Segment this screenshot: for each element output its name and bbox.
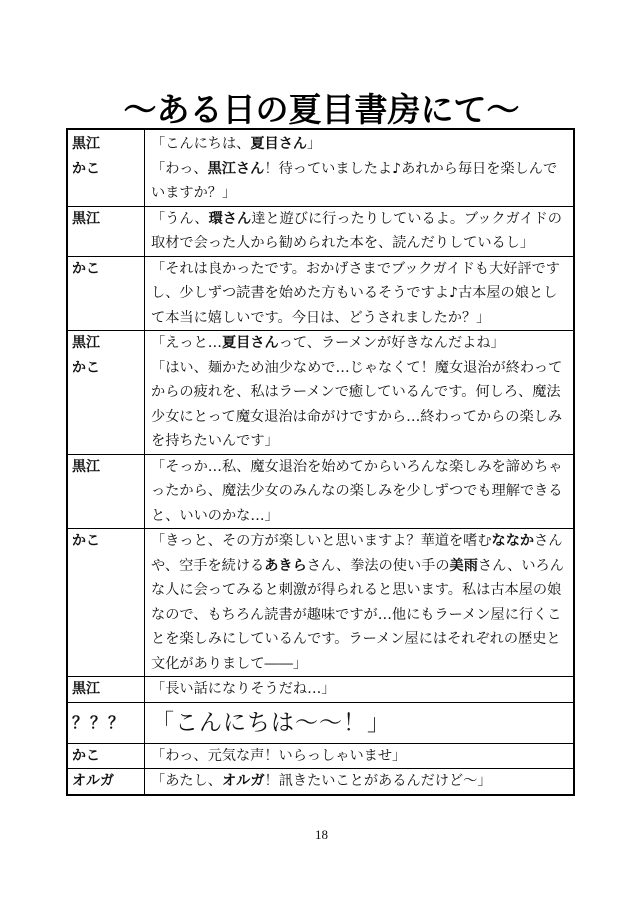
dialogue-text: 「あたし、 [151, 773, 222, 789]
dialogue-text: 「えっと… [151, 335, 222, 351]
dialogue-line [145, 743, 575, 769]
dialogue-table [66, 128, 575, 796]
dialogue-line [145, 702, 575, 743]
dialogue-text: 「わっ、 [151, 160, 208, 177]
speaker-name: かこ [67, 743, 145, 769]
dialogue-row [67, 677, 574, 703]
speaker-name: 黒江 [67, 454, 145, 529]
dialogue-text: 「こんにちは、 [151, 136, 251, 152]
dialogue-row [67, 256, 574, 331]
dialogue-line [145, 677, 575, 703]
dialogue-row [67, 129, 574, 157]
dialogue-row [67, 529, 574, 677]
dialogue-line [145, 206, 575, 256]
dialogue-row [67, 157, 574, 207]
page-number: 18 [315, 827, 328, 842]
speaker-name: 黒江 [67, 206, 145, 256]
speaker-name: 黒江 [67, 331, 145, 356]
dialogue-text: さん、いろんな人に会ってみると刺激が得られると思います。私は古本屋の娘なので、もちろん読書が趣味ですが…他にもラーメン屋に行くことを楽しみにしているんです。ラーメン屋にはそれぞれの歴史と文化がありまして――」 [151, 557, 564, 672]
character-name-highlight: 夏目さん [250, 136, 308, 152]
dialogue-line [145, 331, 575, 356]
dialogue-text: 「こんにちは〜〜！」 [151, 709, 391, 736]
character-name-highlight: あきら [264, 557, 307, 574]
dialogue-text: さんや、空手を続ける [151, 533, 563, 574]
dialogue-text: って、ラーメンが好きなんだよね」 [278, 335, 505, 351]
dialogue-line [145, 129, 575, 157]
dialogue-text: 「わっ、元気な声！いらっしゃいませ」 [151, 747, 407, 764]
speaker-name: 黒江 [67, 129, 145, 157]
dialogue-line [145, 256, 575, 331]
speaker-name: 黒江 [67, 677, 145, 703]
dialogue-row [67, 702, 574, 743]
dialogue-line [145, 769, 575, 795]
character-name-highlight: 環さん [208, 210, 252, 227]
dialogue-text: 「それは良かったです。おかげさまでブックガイドも大好評ですし、少しずつ読書を始めた方もいるそうですよ♪古本屋の娘として本当に嬉しいです。今日は、どうされましたか？」 [151, 260, 560, 326]
speaker-name: かこ [67, 356, 145, 455]
dialogue-text: ！待っていましたよ♪あれから毎日を楽しんでいますか？」 [151, 160, 558, 201]
speaker-name: ？？？ [67, 702, 145, 743]
character-name-highlight: 夏目さん [221, 335, 279, 351]
speaker-name: オルガ [67, 769, 145, 795]
dialogue-text: 達と遊びに行ったりしているよ。ブックガイドの取材で会った人から勧められた本を、読んだりしているし」 [151, 210, 562, 251]
dialogue-line [145, 356, 575, 455]
dialogue-row [67, 454, 574, 529]
dialogue-text: 「長い話になりそうだね…」 [151, 681, 336, 697]
dialogue-text: 「うん、 [151, 210, 209, 227]
speaker-name: かこ [67, 256, 145, 331]
dialogue-line [145, 157, 575, 207]
dialogue-text: さん、拳法の使い手の [306, 557, 450, 574]
character-name-highlight: 美雨 [449, 557, 478, 574]
dialogue-text: ！訊きたいことがあるんだけど〜」 [264, 773, 492, 789]
character-name-highlight: ななか [491, 533, 535, 549]
dialogue-row [67, 206, 574, 256]
dialogue-line [145, 529, 575, 677]
dialogue-line [145, 454, 575, 529]
page-title: 〜ある日の夏目書房にて〜 [123, 90, 520, 129]
speaker-name: かこ [67, 529, 145, 677]
dialogue-row [67, 743, 574, 769]
dialogue-text: 「はい、麺かため油少なめで…じゃなくて！魔女退治が終わってからの疲れを、私はラーメンで癒しているんです。何しろ、魔法少女にとって魔女退治は命がけですから…終わってからの楽しみを持ちたいんです」 [151, 359, 563, 449]
dialogue-text: 「きっと、その方が楽しいと思いますよ？華道を嗜む [151, 533, 492, 549]
character-name-highlight: オルガ [221, 773, 265, 789]
dialogue-body [67, 129, 574, 795]
dialogue-text: 」 [307, 136, 322, 152]
dialogue-row [67, 356, 574, 455]
dialogue-row [67, 769, 574, 795]
speaker-name: かこ [67, 157, 145, 207]
dialogue-row [67, 331, 574, 356]
character-name-highlight: 黒江さん [207, 160, 265, 177]
dialogue-text: 「そっか…私、魔女退治を始めてからいろんな楽しみを諦めちゃったから、魔法少女のみんなの楽しみを少しずつでも理解できると、いいのかな…」 [151, 458, 563, 524]
